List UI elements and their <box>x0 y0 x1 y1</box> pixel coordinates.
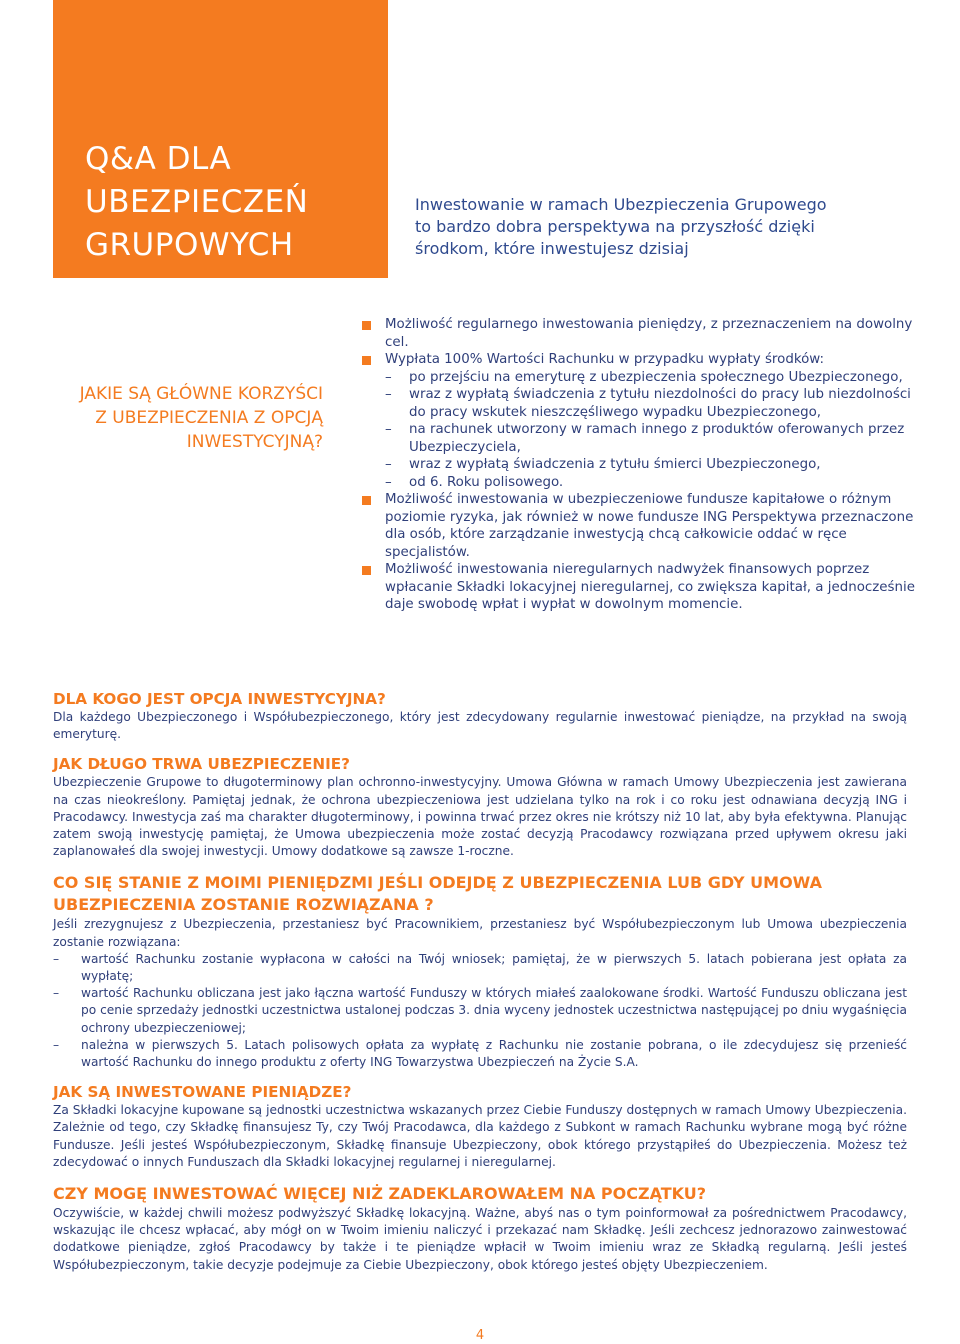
section-text: Za Składki lokacyjne kupowane są jednostki uczestnictwa wskazanych przez Ciebie Funduszy dostępnych w ramach Umowy Ubezpieczenia. Zależnie od tego, czy Składkę finansujesz Ty, czy Twój Pracodawca, dla każdego z Subkont w ramach Rachunku wybrane mogą być różne Fundusze. Jeśli jesteś Współubezpieczonym, Składkę finansuje Ubezpieczony, obok którego przystąpiłeś do Ubezpieczenia. Możesz też zdecydować o innych Funduszach dla Składki lokacyjnej regularnej i nieregularnej. <box>53 1103 907 1169</box>
benefit-item: Możliwość inwestowania nieregularnych nadwyżek finansowych poprzez wpłacanie Składki lokacyjnej nieregularnej, co zwiększa kapitał, a jednocześnie daje swobodę wpłat i wypłat w dowolnym momencie. <box>362 561 922 614</box>
benefit-item <box>362 351 922 491</box>
title-block <box>53 0 388 278</box>
page-number: 4 <box>475 1328 485 1343</box>
section-text: Ubezpieczenie Grupowe to długoterminowy plan ochronno-inwestycyjny. Umowa Główna w ramach Umowy Ubezpieczenia jest zawierana na czas nieokreślony. Pamiętaj jednak, że ochrona ubezpieczeniowa jest udzielana tylko na rok i co roku jest odnawiana decyzją ING i Pracodawcy. Inwestycja zaś ma charakter długoterminowy, i powinna trwać przez okres nie krótszy niż 10 lat, aby była efektywna. Planując zatem swoją inwestycję pamiętaj, że Umowa ubezpieczenia może zostać decyzją Pracodawcy rozwiązana przed upływem okresu jaki zaplanowałeś dla swojej inwestycji. Umowy dodatkowe są zawsze 1-roczne. <box>53 775 907 859</box>
benefit-item: Możliwość regularnego inwestowania pieniędzy, z przeznaczeniem na dowolny cel. <box>362 316 922 351</box>
faq-section-duration <box>53 755 907 860</box>
benefit-item-label: Wypłata 100% Wartości Rachunku w przypadku wypłaty środków: <box>385 352 825 367</box>
sublist-item: – po przejściu na emeryturę z ubezpieczenia społecznego Ubezpieczonego, <box>385 369 922 387</box>
section-heading: DLA KOGO JEST OPCJA INWESTYCYJNA? <box>53 690 386 708</box>
section-heading: CZY MOGĘ INWESTOWAĆ WIĘCEJ NIŻ ZADEKLAROWAŁEM NA POCZĄTKU? <box>53 1184 707 1204</box>
benefits-question: JAKIE SĄ GŁÓWNE KORZYŚCI Z UBEZPIECZENIA Z OPCJĄ INWESTYCYJNĄ? <box>79 384 323 452</box>
sublist-item: – od 6. Roku polisowego. <box>385 474 922 492</box>
faq-section-who <box>53 690 907 743</box>
section-heading: JAK DŁUGO TRWA UBEZPIECZENIE? <box>53 755 350 774</box>
faq-section-investing <box>53 1083 907 1171</box>
section-heading: CO SIĘ STANIE Z MOIMI PIENIĘDZMI JEŚLI ODEJDĘ Z UBEZPIECZENIA LUB GDY UMOWA UBEZPIECZENIA ZOSTANIE ROZWIĄZANA ? <box>53 873 822 915</box>
faq-section-termination <box>53 872 907 1071</box>
benefit-sublist <box>385 369 922 492</box>
termination-list <box>53 951 907 1071</box>
faq-content <box>53 690 907 1286</box>
section-heading: JAK SĄ INWESTOWANE PIENIĄDZE? <box>53 1083 352 1102</box>
benefit-item: Możliwość inwestowania w ubezpieczeniowe fundusze kapitałowe o różnym poziomie ryzyka, jak również w nowe fundusze ING Perspektywa przeznaczone dla osób, które zarządzanie inwestycją chcą całkowicie oddać w ręce specjalistów. <box>362 491 922 561</box>
list-item: – wartość Rachunku obliczana jest jako łączna wartość Funduszy w których miałeś zaalokowane środki. Wartość Funduszu obliczana jest po cenie sprzedaży jednostki uczestnictwa ustalonej podczas 3. dnia wyceny jednostek uczestnictwa następującej po dniu wygaśnięcia ochrony ubezpieczeniowej; <box>53 985 907 1037</box>
section-text: Dla każdego Ubezpieczonego i Współubezpieczonego, który jest zdecydowany regularnie inwestować pieniądze, na przykład na swoją emeryturę. <box>53 710 907 742</box>
section-text: Oczywiście, w każdej chwili możesz podwyższyć Składkę lokacyjną. Ważne, abyś nas o tym poinformował za pośrednictwem Pracodawcy, wskazując ile chcesz wpłacać, aby mógł on w Twoim imieniu naliczyć i przekazać nam Składkę. Jeśli zechcesz jednorazowo zainwestować dodatkowe pieniądze, zgłoś Pracodawcy by także i te pieniądze wpłacił w Twoim imieniu wraz ze Składką regularną. Jeśli jesteś Współubezpieczonym, takie decyzje podejmuje za Ciebie Ubezpieczony, obok którego jesteś objęty Ubezpieczeniem. <box>53 1206 907 1272</box>
benefits-list <box>362 316 922 614</box>
sublist-item: – wraz z wypłatą świadczenia z tytułu śmierci Ubezpieczonego, <box>385 456 922 474</box>
list-item: – wartość Rachunku zostanie wypłacona w całości na Twój wniosek; pamiętaj, że w pierwszych 5. latach pobierana jest opłata za wypłatę; <box>53 951 907 985</box>
faq-section-invest-more <box>53 1183 907 1274</box>
page-title: Q&A DLA UBEZPIECZEŃ GRUPOWYCH <box>85 141 309 263</box>
sublist-item: – wraz z wypłatą świadczenia z tytułu niezdolności do pracy lub niezdolności do pracy wskutek nieszczęśliwego wypadku Ubezpieczonego, <box>385 386 922 421</box>
sublist-item: – na rachunek utworzony w ramach innego z produktów oferowanych przez Ubezpieczyciela, <box>385 421 922 456</box>
list-item: – należna w pierwszych 5. Latach polisowych opłata za wypłatę z Rachunku nie zostanie pobrana, o ile zdecydujesz się przenieść wartość Rachunku do innego produktu z oferty ING Towarzystwa Ubezpieczeń na Życie S.A. <box>53 1037 907 1071</box>
section-text: Jeśli zrezygnujesz z Ubezpieczenia, przestaniesz być Pracownikiem, przestaniesz być Współubezpieczonym lub Umowa ubezpieczenia zostanie rozwiązana: <box>53 917 907 949</box>
intro-text: Inwestowanie w ramach Ubezpieczenia Grupowego to bardzo dobra perspektywa na przyszłość dzięki środkom, które inwestujesz dzisiaj <box>415 195 827 258</box>
